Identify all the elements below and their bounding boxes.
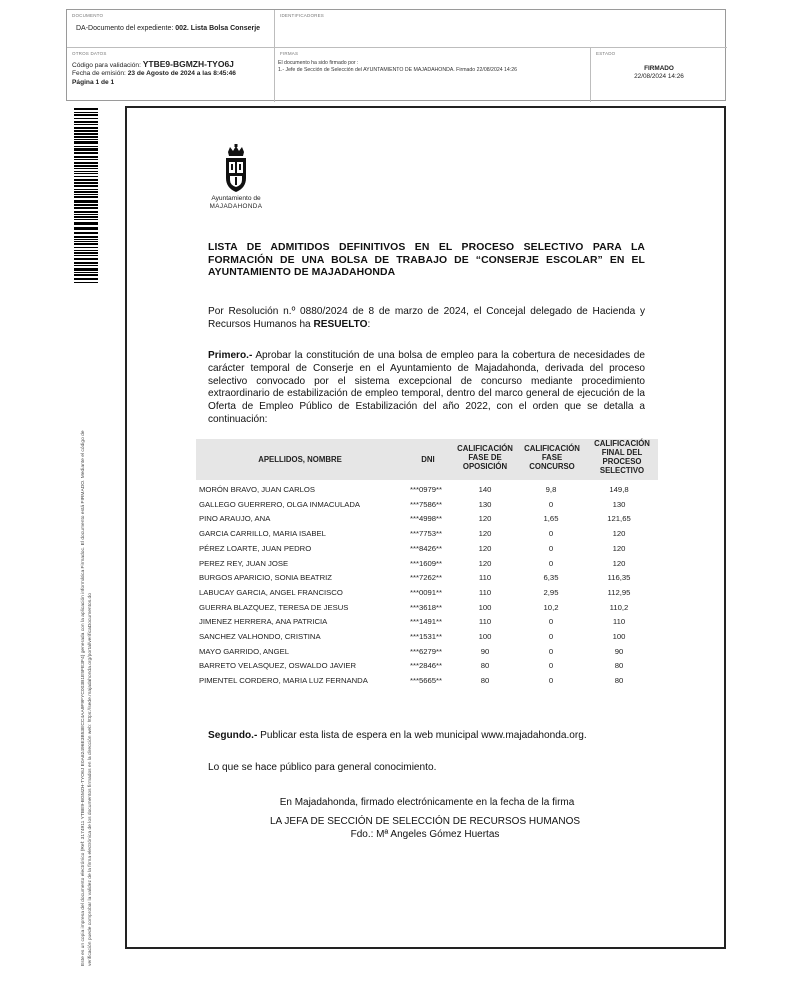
cell-final: 120 [612,558,626,568]
cell-final: 116,35 [607,573,631,583]
cell-concurso: 1,65 [543,514,559,524]
header-fin-line2: FINAL DEL [601,448,643,457]
cell-oposicion: 120 [478,529,492,539]
estado-cell [591,48,727,102]
cell-concurso: 0 [548,676,554,686]
cell-name: GUERRA BLAZQUEZ, TERESA DE JESUS [199,602,349,612]
firma-line2: LA JEFA DE SECCIÓN DE SELECCIÓN DE RECURSOS HUMANOS [269,816,581,827]
side-text-line1: Este es un copia impresa del documento electrónico (Ref: 3174911 YTBE9-BGMZH-TYO6J E0A82496E3B53ECC4AA9F9FYC003B1E5FE3F4) generada con la aplicación informática Firmadoc. El documento está FIRMADO. Mediante el código de [81,430,86,966]
cell-name: PÉREZ LOARTE, JUAN PEDRO [199,543,312,553]
identificadores-cell [275,10,727,48]
header-con-line1: CALIFICACIÓN [524,444,580,453]
header-dni-label: DNI [421,455,435,464]
header-con-line2: FASE [541,453,563,462]
cell-oposicion: 120 [478,558,492,568]
cell-final: 80 [614,661,624,671]
cell-concurso: 0 [548,617,554,627]
primero-paragraph [208,350,645,427]
cell-dni: ***4998** [409,514,443,524]
table-row [196,647,658,662]
cell-name: MORÓN BRAVO, JUAN CARLOS [199,485,316,494]
cell-concurso: 0 [548,499,554,509]
cell-name: GARCIA CARRILLO, MARIA ISABEL [199,529,326,539]
table-row [196,514,658,529]
fecha-emision [72,70,272,78]
table-header-dni [404,439,452,480]
primero-label: Primero.- [208,350,253,361]
documento-text [76,24,266,33]
cell-name: MAYO GARRIDO, ANGEL [199,646,289,656]
cell-final: 90 [614,646,624,656]
header-fin-line1: CALIFICACIÓN [594,439,650,448]
cell-dni: ***1531** [409,632,443,641]
cell-dni: ***6279** [409,646,443,656]
cell-final: 120 [612,529,626,539]
cell-dni: ***0979** [409,485,443,494]
side-verification-text [80,286,94,966]
table-row [196,632,658,647]
cell-name: PEREZ REY, JUAN JOSE [199,558,289,568]
documento-prefix: DA-Documento del expediente: [76,25,176,32]
intro-end: : [367,318,371,330]
cell-name: LABUCAY GARCIA, ANGEL FRANCISCO [199,587,343,597]
table-header-concurso [518,439,586,480]
cell-oposicion: 100 [478,632,492,641]
estado-date: 22/08/2024 14:26 [634,73,684,80]
cell-concurso: 2,95 [543,587,559,597]
segundo-paragraph [208,730,587,741]
firmas-text [278,60,588,74]
cell-name: PINO ARAUJO, ANA [199,514,271,524]
barcode-image [74,108,98,285]
cell-dni: ***5665** [409,676,443,686]
table-row [196,661,658,676]
municipal-logo [206,144,266,214]
firma-line1: En Majadahonda, firmado electrónicamente en la fecha de la firma [279,797,575,808]
logo-text-line2: MAJADAHONDA [209,203,263,210]
intro-text: Por Resolución n.º 0880/2024 de 8 de marzo de 2024, el Concejal delegado de Hacienda y Recursos Humanos ha [208,306,645,330]
header-name-label: APELLIDOS, NOMBRE [258,455,342,464]
estado-value: FIRMADO [644,65,674,72]
cell-concurso: 0 [548,529,554,539]
table-row [196,588,658,603]
cell-final: 112,95 [607,587,631,597]
cell-name: JIMENEZ HERRERA, ANA PATRICIA [199,617,328,627]
cell-concurso: 10,2 [543,602,559,612]
table-header-oposicion [452,439,518,480]
documento-cell [67,10,275,48]
cell-final: 110 [612,617,626,627]
table-row [196,500,658,515]
cell-oposicion: 80 [480,661,490,671]
estado-text [591,65,727,81]
cell-concurso: 9,8 [545,485,557,494]
cell-final: 149,8 [609,485,629,494]
cell-dni: ***0091** [409,587,443,597]
codigo-label: Código para validación: [72,62,143,69]
pagina-indicator: Página 1 de 1 [72,78,115,86]
table-row [196,559,658,574]
table-row [196,676,658,691]
document-title: LISTA DE ADMITIDOS DEFINITIVOS EN EL PROCESO SELECTIVO PARA LA FORMACIÓN DE UNA BOLSA DE TRABAJO DE “CONSERJE ESCOLAR” EN EL AYUNTAMIENTO DE MAJADAHONDA [208,242,645,278]
cell-dni: ***8426** [409,543,443,553]
identificadores-label: IDENTIFICADORES [280,13,325,18]
header-op-line1: CALIFICACIÓN [457,444,513,453]
cell-final: 110,2 [609,602,629,612]
table-row [196,573,658,588]
cell-oposicion: 110 [478,573,492,583]
firma-line3: Fdo.: Mª Angeles Gómez Huertas [350,829,500,840]
side-text-line2: verificación puede comprobar la validez de la firma electrónica de los documentos firmados en la dirección web: https://sede.majadahonda.org/portal/verificaDocumentos.do [88,593,93,966]
header-con-line3: CONCURSO [529,462,575,471]
documento-name: 002. Lista Bolsa Conserje [175,25,261,32]
otros-datos-cell [67,48,275,102]
firmas-line1: El documento ha sido firmado por : [278,60,359,66]
cell-dni: ***7586** [409,499,443,509]
otros-datos-text [72,60,272,87]
otros-datos-label: OTROS DATOS [72,51,107,56]
cell-oposicion: 100 [478,602,492,612]
intro-bold: RESUELTO [313,318,368,330]
cell-dni: ***7753** [409,529,443,539]
cell-concurso: 6,35 [543,573,559,583]
header-op-line2: FASE DE [468,453,502,462]
cell-final: 130 [612,499,626,509]
cell-name: PIMENTEL CORDERO, MARIA LUZ FERNANDA [199,676,368,686]
table-header-name [196,439,404,480]
cell-final: 120 [612,543,626,553]
cell-concurso: 0 [548,632,554,641]
cell-oposicion: 90 [480,646,490,656]
cell-name: GALLEGO GUERRERO, OLGA INMACULADA [199,499,361,509]
cell-final: 80 [614,676,624,686]
cell-name: SANCHEZ VALHONDO, CRISTINA [199,632,321,641]
table-header-final [586,439,658,480]
firmas-label: FIRMAS [280,51,299,56]
cell-oposicion: 140 [478,485,492,494]
cell-dni: ***1609** [409,558,443,568]
firmas-cell [275,48,591,102]
primero-text: Aprobar la constitución de una bolsa de empleo para la cobertura de necesidades de carácter temporal de Conserje en el Ayuntamiento de Majadahonda, derivada del proceso selectivo convocado por el sistema excepcional de concurso mediante procedimiento extraordinario de estabilización de empleo temporal, dentro del marco general de ejecución de la Oferta de Empleo Público de Estabilización del año 2022, con el orden que se detalla a continuación: [208,350,645,425]
cell-oposicion: 80 [480,676,490,686]
cell-oposicion: 110 [478,617,492,627]
cell-dni: ***2846** [409,661,443,671]
cell-dni: ***1491** [409,617,443,627]
table-row [196,544,658,559]
fecha-label: Fecha de emisión: [72,70,128,78]
cell-concurso: 0 [548,646,554,656]
table-row [196,485,658,500]
firmas-line2: 1.- Jefe de Sección de Selección del AYUNTAMIENTO DE MAJADAHONDA. Firmado 22/08/2024 14:26 [278,67,518,73]
cell-dni: ***7262** [409,573,443,583]
documento-label: DOCUMENTO [72,13,104,18]
cell-oposicion: 130 [478,499,492,509]
cell-name: BURGOS APARICIO, SONIA BEATRIZ [199,573,332,583]
estado-label: ESTADO [596,51,616,56]
cell-concurso: 0 [548,558,554,568]
table-row [196,529,658,544]
header-fin-line3: PROCESO [602,457,642,466]
fecha-value: 23 de Agosto de 2024 a las 8:45:46 [127,70,236,78]
cell-concurso: 0 [548,661,554,671]
cell-name: BARRETO VELASQUEZ, OSWALDO JAVIER [199,661,357,671]
segundo-text: Publicar esta lista de espera en la web municipal www.majadahonda.org. [257,730,587,741]
publico-paragraph: Lo que se hace público para general conocimiento. [208,762,437,773]
header-fin-line4: SELECTIVO [599,466,645,475]
cell-oposicion: 110 [478,587,492,597]
cell-dni: ***3618** [409,602,443,612]
codigo-validacion [72,60,272,70]
cell-final: 100 [612,632,626,641]
coat-of-arms-icon [222,144,250,194]
cell-final: 121,65 [607,514,631,524]
logo-text-line1: Ayuntamiento de [211,195,261,202]
cell-concurso: 0 [548,543,554,553]
cell-oposicion: 120 [478,514,492,524]
header-op-line3: OPOSICIÓN [462,462,508,471]
codigo-value: YTBE9-BGMZH-TYO6J [142,59,234,69]
intro-paragraph [208,306,645,332]
cell-oposicion: 120 [478,543,492,553]
table-row [196,603,658,618]
segundo-label: Segundo.- [208,730,258,741]
document-header-box [66,9,726,101]
table-row [196,617,658,632]
